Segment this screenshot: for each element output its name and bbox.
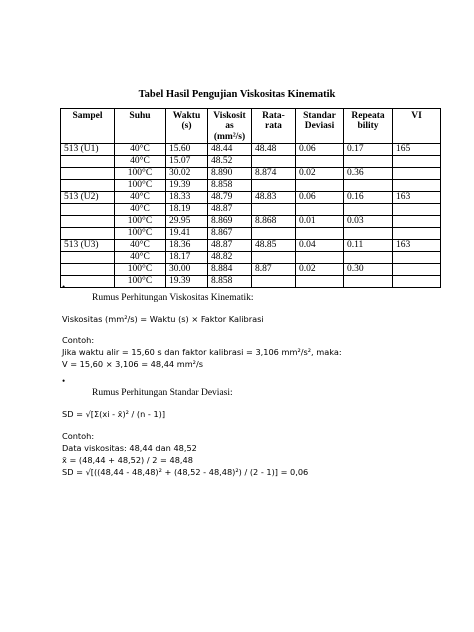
- sampel-cell: [61, 264, 115, 276]
- header-rata-rata: Rata- rata: [252, 109, 296, 144]
- table-row: [61, 156, 441, 168]
- header-suhu: Suhu: [115, 109, 166, 144]
- viskositas-cell: 8.884: [208, 264, 252, 276]
- standar-deviasi-cell: 0.02: [296, 264, 344, 276]
- waktu-cell: 30.02: [166, 168, 208, 180]
- rata-rata-cell: [252, 252, 296, 264]
- viskositas-cell: 48.52: [208, 156, 252, 168]
- repeatability-cell: [344, 252, 393, 264]
- waktu-cell: 19.39: [166, 180, 208, 192]
- waktu-cell: 18.36: [166, 240, 208, 252]
- sampel-cell: [61, 228, 115, 240]
- rata-rata-cell: 48.48: [252, 144, 296, 156]
- vi-cell: 165: [393, 144, 441, 156]
- waktu-cell: 19.39: [166, 276, 208, 288]
- header-repeatability: Repeata bility: [344, 109, 393, 144]
- viskositas-cell: 48.82: [208, 252, 252, 264]
- header-standar-deviasi: Standar Deviasi: [296, 109, 344, 144]
- table-row: [61, 264, 441, 276]
- bullet-icon: •: [62, 376, 66, 386]
- repeatability-cell: [344, 228, 393, 240]
- viskositas-cell: 8.858: [208, 276, 252, 288]
- vi-cell: [393, 276, 441, 288]
- waktu-cell: 30.00: [166, 264, 208, 276]
- standar-deviasi-cell: [296, 228, 344, 240]
- sampel-cell: [61, 204, 115, 216]
- table-row: [61, 192, 441, 204]
- sampel-cell: [61, 168, 115, 180]
- repeatability-cell: [344, 156, 393, 168]
- viskositas-cell: 8.890: [208, 168, 252, 180]
- sampel-cell: [61, 180, 115, 192]
- section2-example-line1: Data viskositas: 48,44 dan 48,52: [62, 443, 197, 453]
- suhu-cell: 100°C: [115, 180, 166, 192]
- viskositas-cell: 48.87: [208, 240, 252, 252]
- table-row: [61, 180, 441, 192]
- suhu-cell: 100°C: [115, 168, 166, 180]
- suhu-cell: 40°C: [115, 204, 166, 216]
- sampel-cell: 513 (U2): [61, 192, 115, 204]
- viskositas-cell: 48.87: [208, 204, 252, 216]
- table-row: [61, 276, 441, 288]
- table-title: Tabel Hasil Pengujian Viskositas Kinematik: [138, 89, 336, 100]
- viskositas-cell: 8.867: [208, 228, 252, 240]
- header-sampel: Sampel: [61, 109, 115, 144]
- rata-rata-cell: [252, 156, 296, 168]
- waktu-cell: 15.07: [166, 156, 208, 168]
- suhu-cell: 40°C: [115, 240, 166, 252]
- standar-deviasi-cell: 0.01: [296, 216, 344, 228]
- section1-example-label: Contoh:: [62, 335, 95, 345]
- table-row: [61, 216, 441, 228]
- rata-rata-cell: 48.83: [252, 192, 296, 204]
- header-vi: VI: [393, 109, 441, 144]
- repeatability-cell: [344, 276, 393, 288]
- rata-rata-cell: [252, 204, 296, 216]
- standar-deviasi-cell: [296, 276, 344, 288]
- waktu-cell: 18.33: [166, 192, 208, 204]
- vi-cell: [393, 204, 441, 216]
- header-waktu: Waktu (s): [166, 109, 208, 144]
- rata-rata-cell: 48.85: [252, 240, 296, 252]
- section1-example-line1: Jika waktu alir = 15,60 s dan faktor kalibrasi = 3,106 mm²/s², maka:: [62, 347, 342, 357]
- section1-example-line2: V = 15,60 × 3,106 = 48,44 mm²/s: [62, 359, 203, 369]
- viskositas-cell: 8.858: [208, 180, 252, 192]
- sampel-cell: [61, 252, 115, 264]
- rata-rata-cell: 8.868: [252, 216, 296, 228]
- section1-heading: Rumus Perhitungan Viskositas Kinematik:: [92, 293, 254, 303]
- vi-cell: [393, 252, 441, 264]
- repeatability-cell: 0.16: [344, 192, 393, 204]
- section2-formula: SD = √[Σ(xi - x̄)² / (n - 1)]: [62, 409, 166, 419]
- suhu-cell: 100°C: [115, 276, 166, 288]
- waktu-cell: 18.19: [166, 204, 208, 216]
- suhu-cell: 40°C: [115, 144, 166, 156]
- viscosity-table: [60, 108, 441, 288]
- table-row: [61, 168, 441, 180]
- table-row: [61, 204, 441, 216]
- repeatability-cell: 0.11: [344, 240, 393, 252]
- suhu-cell: 40°C: [115, 156, 166, 168]
- suhu-cell: 40°C: [115, 192, 166, 204]
- sampel-cell: 513 (U1): [61, 144, 115, 156]
- viskositas-cell: 48.79: [208, 192, 252, 204]
- repeatability-cell: 0.36: [344, 168, 393, 180]
- sampel-cell: [61, 156, 115, 168]
- rata-rata-cell: [252, 180, 296, 192]
- header-viskositas: Viskosit as (mm²/s): [208, 109, 252, 144]
- repeatability-cell: 0.30: [344, 264, 393, 276]
- viskositas-cell: 48.44: [208, 144, 252, 156]
- section1-formula: Viskositas (mm²/s) = Waktu (s) × Faktor Kalibrasi: [62, 314, 264, 324]
- vi-cell: [393, 228, 441, 240]
- rata-rata-cell: [252, 276, 296, 288]
- rata-rata-cell: 8.874: [252, 168, 296, 180]
- table-row: [61, 228, 441, 240]
- repeatability-cell: 0.03: [344, 216, 393, 228]
- suhu-cell: 100°C: [115, 228, 166, 240]
- table-header-row: [61, 109, 441, 144]
- standar-deviasi-cell: 0.06: [296, 192, 344, 204]
- vi-cell: [393, 264, 441, 276]
- vi-cell: 163: [393, 240, 441, 252]
- table-row: [61, 240, 441, 252]
- waktu-cell: 29.95: [166, 216, 208, 228]
- vi-cell: [393, 156, 441, 168]
- rata-rata-cell: 8.87: [252, 264, 296, 276]
- repeatability-cell: [344, 180, 393, 192]
- repeatability-cell: [344, 204, 393, 216]
- vi-cell: [393, 180, 441, 192]
- vi-cell: [393, 168, 441, 180]
- standar-deviasi-cell: [296, 252, 344, 264]
- section2-example-line3: SD = √[((48,44 - 48,48)² + (48,52 - 48,48)²) / (2 - 1)] = 0,06: [62, 467, 309, 477]
- vi-cell: 163: [393, 192, 441, 204]
- viskositas-cell: 8.869: [208, 216, 252, 228]
- waktu-cell: 19.41: [166, 228, 208, 240]
- bullet-icon: •: [62, 282, 66, 292]
- waktu-cell: 15.60: [166, 144, 208, 156]
- standar-deviasi-cell: [296, 156, 344, 168]
- suhu-cell: 40°C: [115, 252, 166, 264]
- sampel-cell: [61, 216, 115, 228]
- standar-deviasi-cell: [296, 204, 344, 216]
- suhu-cell: 100°C: [115, 264, 166, 276]
- waktu-cell: 18.17: [166, 252, 208, 264]
- standar-deviasi-cell: 0.02: [296, 168, 344, 180]
- standar-deviasi-cell: 0.06: [296, 144, 344, 156]
- section2-example-line2: x̄ = (48,44 + 48,52) / 2 = 48,48: [62, 455, 193, 465]
- section2-example-label: Contoh:: [62, 431, 95, 441]
- sampel-cell: [61, 276, 115, 288]
- section2-heading: Rumus Perhitungan Standar Deviasi:: [92, 388, 233, 398]
- vi-cell: [393, 216, 441, 228]
- rata-rata-cell: [252, 228, 296, 240]
- table-row: [61, 252, 441, 264]
- sampel-cell: 513 (U3): [61, 240, 115, 252]
- suhu-cell: 100°C: [115, 216, 166, 228]
- repeatability-cell: 0.17: [344, 144, 393, 156]
- standar-deviasi-cell: [296, 180, 344, 192]
- table-row: [61, 144, 441, 156]
- standar-deviasi-cell: 0.04: [296, 240, 344, 252]
